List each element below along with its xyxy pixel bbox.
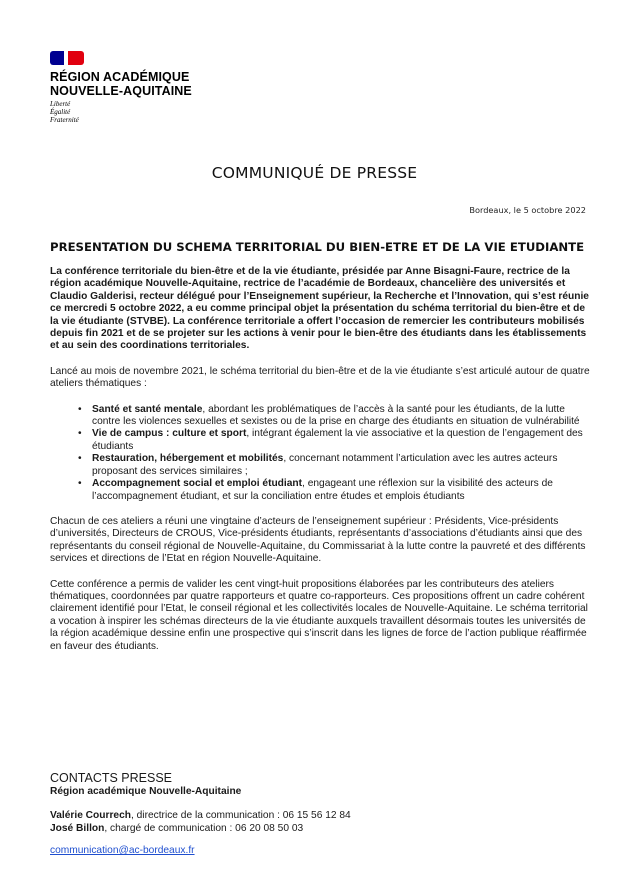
theme-title: Accompagnement social et emploi étudiant	[92, 478, 303, 490]
contacts-heading: CONTACTS PRESSE	[50, 771, 173, 785]
themes-list	[50, 404, 590, 503]
motto-liberte: Liberté	[50, 100, 71, 108]
list-item	[78, 478, 590, 503]
lead-paragraph: La conférence territoriale du bien-être et de la vie étudiante, présidée par Anne Bisagni-Faure, rectrice de la région académique Nouvelle-Aquitaine, rectrice de l’académie de Bordeaux, chancelière des universités et Claudio Galderisi, recteur délégué pour l’Enseignement supérieur, la Recherche et l’Innovation, qui s’est réunie ce mercredi 5 octobre 2022, a eu comme principal objet la présentation du schéma territorial du bien-être et de la vie étudiante (STVBE). La conférence territoriale a offert l’occasion de remercier les contributeurs mobilisés depuis fin 2021 et de se projeter sur les actions à venir pour le bien-être des étudiants dans les établissements et au sein des coordinations territoriales.	[50, 266, 589, 352]
theme-description: , engageant une réflexion sur la visibilité des acteurs de l’accompagnement étudiant, et sur la conciliation entre études et emplois étudiants	[92, 478, 553, 502]
contact-name: Valérie Courrech	[50, 810, 131, 822]
contact-name: José Billon	[50, 822, 105, 834]
list-item	[78, 428, 590, 453]
theme-description: , abordant les problématiques de l’accès à la santé pour les étudiants, de la lutte contre les violences sexuelles et sexistes ou de la prise en charge des étudiants en situation de vulnérabilité	[92, 403, 580, 428]
date-line: Bordeaux, le 5 octobre 2022	[469, 205, 586, 215]
logo-title-line1: RÉGION ACADÉMIQUE	[50, 70, 190, 84]
participants-paragraph: Chacun de ces ateliers a réuni une vingtaine d’acteurs de l’enseignement supérieur : Présidents, Vice-présidents d’universités, Directeurs de CROUS, Vice-présidents étudiants, représentants d’associations d’étudiants ainsi que des représentants du conseil régional de Nouvelle-Aquitaine, du Commissariat à la lutte contre la pauvreté et des différents services et directions de l’Etat en région Nouvelle-Aquitaine.	[50, 515, 586, 565]
theme-title: Restauration, hébergement et mobilités	[92, 453, 284, 465]
press-contacts	[50, 771, 590, 858]
bullet-icon: •	[78, 478, 82, 490]
republic-motto	[50, 100, 192, 124]
list-item	[78, 453, 590, 478]
theme-title: Santé et santé mentale	[92, 403, 203, 415]
contact-detail: , directrice de la communication : 06 15 56 12 84	[130, 810, 351, 822]
region-logo	[50, 51, 192, 124]
motto-egalite: Égalité	[50, 108, 71, 116]
french-flag-icon	[50, 51, 84, 65]
contact-email-link[interactable]: communication@ac-bordeaux.fr	[50, 845, 195, 857]
theme-description: , concernant notamment l’articulation avec les autres acteurs proposant des services similaires ;	[92, 453, 558, 477]
list-item	[78, 403, 590, 429]
contact-detail: , chargé de communication : 06 20 08 50 03	[104, 822, 304, 834]
body-content	[50, 266, 590, 653]
contacts-organization: Région académique Nouvelle-Aquitaine	[50, 786, 242, 797]
document-type-heading: COMMUNIQUÉ DE PRESSE	[211, 164, 418, 182]
logo-title-line2: NOUVELLE-AQUITAINE	[50, 84, 192, 98]
bullet-icon: •	[78, 403, 82, 415]
intro-paragraph: Lancé au mois de novembre 2021, le schéma territorial du bien-être et de la vie étudiante s’est articulé autour de quatre ateliers thématiques :	[50, 365, 590, 390]
theme-description: , intégrant également la vie associative et la question de l’engagement des étudiants	[92, 428, 583, 452]
press-release-title: PRESENTATION DU SCHEMA TERRITORIAL DU BIEN-ETRE ET DE LA VIE ETUDIANTE	[50, 240, 585, 254]
logo-title	[50, 70, 192, 98]
contact-person	[50, 823, 590, 835]
bullet-icon: •	[78, 428, 82, 440]
theme-title: Vie de campus : culture et sport	[92, 428, 247, 440]
conclusion-paragraph: Cette conférence a permis de valider les cent vingt-huit propositions élaborées par les contributeurs des ateliers thématiques, coordonnées par quatre rapporteurs et quatre co-rapporteurs. Ces propositions offrent un cadre cohérent clairement identifié pour l’Etat, le conseil régional et les collectivités locales de Nouvelle-Aquitaine. Le schéma territorial a vocation à inspirer les schémas directeurs de la vie étudiante auxquels travaillent désormais toutes les universités de la région académique dessine enfin une prospective qui s’inscrit dans les lignes de force de l’action publique réaffirmée en faveur des étudiants.	[50, 578, 588, 652]
motto-fraternite: Fraternité	[50, 116, 79, 124]
bullet-icon: •	[78, 453, 82, 465]
contact-person	[50, 810, 590, 822]
